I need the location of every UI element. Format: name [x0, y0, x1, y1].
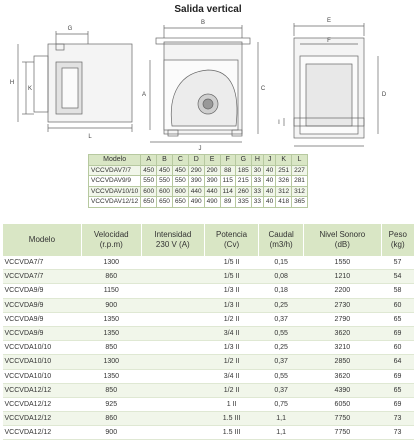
perf-cell — [141, 369, 204, 383]
dim-cell: 33 — [251, 197, 263, 208]
perf-cell: 1,1 — [259, 426, 304, 440]
dim-cell: 251 — [276, 165, 292, 176]
perf-cell: 1150 — [81, 284, 141, 298]
perf-cell: VCCVDA12/12 — [3, 397, 82, 411]
label-b: B — [200, 20, 206, 26]
perf-cell: VCCVDA12/12 — [3, 426, 82, 440]
technical-drawings — [0, 14, 416, 152]
perf-cell: 850 — [81, 383, 141, 397]
label-f: F — [327, 38, 331, 44]
section-title: Salida vertical — [174, 4, 242, 15]
label-a: A — [141, 92, 147, 98]
dim-cell: 490 — [204, 197, 220, 208]
perf-cell: VCCVDA9/9 — [3, 312, 82, 326]
perf-table-row — [3, 312, 415, 326]
top-view-drawing — [284, 23, 378, 146]
perf-cell: 3620 — [304, 369, 381, 383]
perf-cell: 1.5 III — [204, 426, 258, 440]
perf-cell: 0,55 — [259, 326, 304, 340]
perf-cell: VCCVDA10/10 — [3, 341, 82, 355]
label-j: J — [198, 146, 202, 152]
dim-cell: 335 — [235, 197, 251, 208]
perf-cell — [141, 256, 204, 270]
perf-cell: 1210 — [304, 270, 381, 284]
dim-header-cell: E — [204, 155, 220, 166]
perf-cell: 69 — [381, 369, 414, 383]
perf-cell: 900 — [81, 426, 141, 440]
perf-cell: 0,55 — [259, 369, 304, 383]
dim-cell: 650 — [141, 197, 157, 208]
perf-cell: 54 — [381, 270, 414, 284]
dim-cell: 40 — [263, 186, 275, 197]
perf-cell: 57 — [381, 256, 414, 270]
perf-cell: 3620 — [304, 326, 381, 340]
perf-cell: 1/3 II — [204, 284, 258, 298]
perf-cell: 3/4 II — [204, 326, 258, 340]
perf-cell: 60 — [381, 341, 414, 355]
perf-cell — [141, 341, 204, 355]
dim-cell: 440 — [188, 186, 204, 197]
perf-table-row — [3, 284, 415, 298]
dim-cell: VCCVDAV9/9 — [89, 176, 141, 187]
perf-header-text: (m3/h) — [269, 240, 293, 249]
perf-cell: 2730 — [304, 298, 381, 312]
dim-cell: 40 — [263, 165, 275, 176]
perf-cell: VCCVDA9/9 — [3, 284, 82, 298]
perf-header-cell — [204, 224, 258, 256]
perf-header-cell — [141, 224, 204, 256]
dim-header-cell: J — [263, 155, 275, 166]
perf-header-text: Peso — [388, 230, 407, 239]
dim-cell: 227 — [292, 165, 308, 176]
perf-cell — [141, 284, 204, 298]
dim-cell: 215 — [235, 176, 251, 187]
perf-cell: VCCVDA10/10 — [3, 369, 82, 383]
dim-cell: 89 — [220, 197, 235, 208]
dim-cell: 650 — [172, 197, 188, 208]
perf-cell: 64 — [381, 355, 414, 369]
dim-cell: 390 — [204, 176, 220, 187]
dim-cell: 450 — [141, 165, 157, 176]
perf-cell: 0,37 — [259, 312, 304, 326]
dim-cell: 88 — [220, 165, 235, 176]
perf-cell: 73 — [381, 426, 414, 440]
dim-cell: 600 — [157, 186, 173, 197]
perf-cell: 1.5 III — [204, 412, 258, 426]
front-view-drawing — [150, 25, 258, 142]
dim-cell: 490 — [188, 197, 204, 208]
perf-cell — [141, 298, 204, 312]
dim-cell: 290 — [188, 165, 204, 176]
perf-cell — [141, 312, 204, 326]
perf-cell: 860 — [81, 270, 141, 284]
perf-cell: 0,37 — [259, 383, 304, 397]
perf-cell: 1,1 — [259, 412, 304, 426]
dim-header-cell: D — [188, 155, 204, 166]
dim-header-cell: G — [235, 155, 251, 166]
label-e: E — [326, 18, 332, 24]
perf-cell — [141, 326, 204, 340]
dim-header-cell: Modelo — [89, 155, 141, 166]
perf-cell: 1350 — [81, 312, 141, 326]
perf-cell: 1/2 II — [204, 383, 258, 397]
perf-cell: 0,37 — [259, 355, 304, 369]
perf-header-text: (dB) — [334, 240, 350, 249]
perf-cell: 65 — [381, 312, 414, 326]
perf-cell — [141, 397, 204, 411]
perf-cell: 2850 — [304, 355, 381, 369]
perf-cell: VCCVDA9/9 — [3, 298, 82, 312]
perf-cell: 2790 — [304, 312, 381, 326]
performance-table — [2, 224, 414, 440]
dim-cell: 418 — [276, 197, 292, 208]
perf-cell: 925 — [81, 397, 141, 411]
dim-header-cell: L — [292, 155, 308, 166]
perf-table-row — [3, 270, 415, 284]
dim-cell: 600 — [141, 186, 157, 197]
perf-cell: 860 — [81, 412, 141, 426]
dim-cell: 365 — [292, 197, 308, 208]
perf-cell: VCCVDA12/12 — [3, 412, 82, 426]
perf-header-text: Intensidad — [154, 230, 192, 239]
perf-cell — [141, 383, 204, 397]
perf-cell — [141, 426, 204, 440]
perf-header-cell — [259, 224, 304, 256]
perf-cell: 0,15 — [259, 256, 304, 270]
dim-cell: 40 — [263, 197, 275, 208]
dim-header-cell: K — [276, 155, 292, 166]
perf-cell: VCCVDA12/12 — [3, 383, 82, 397]
dim-header-cell: H — [251, 155, 263, 166]
dim-header-cell: C — [172, 155, 188, 166]
perf-table-row — [3, 397, 415, 411]
perf-cell: 73 — [381, 412, 414, 426]
label-l: L — [88, 134, 92, 140]
perf-cell: 1/3 II — [204, 341, 258, 355]
label-h: H — [9, 80, 15, 86]
perf-cell: 60 — [381, 298, 414, 312]
dim-cell: 440 — [204, 186, 220, 197]
perf-cell: 65 — [381, 383, 414, 397]
perf-header-text: Modelo — [28, 235, 56, 244]
dim-cell: 290 — [204, 165, 220, 176]
perf-cell: 3210 — [304, 341, 381, 355]
perf-table-row — [3, 326, 415, 340]
dim-cell: 312 — [276, 186, 292, 197]
perf-cell: 1/5 II — [204, 270, 258, 284]
perf-cell: 1300 — [81, 256, 141, 270]
perf-cell: 0,18 — [259, 284, 304, 298]
perf-cell: 1/5 II — [204, 256, 258, 270]
dim-cell: 281 — [292, 176, 308, 187]
label-g: G — [67, 26, 73, 32]
dim-cell: 550 — [141, 176, 157, 187]
dim-table-row — [89, 197, 308, 208]
perf-cell: VCCVDA7/7 — [3, 256, 82, 270]
perf-header-text: Potencia — [215, 230, 248, 239]
label-c: C — [260, 86, 266, 92]
side-view-drawing — [18, 31, 132, 132]
perf-cell — [141, 270, 204, 284]
dim-cell: 260 — [235, 186, 251, 197]
perf-cell: 0,25 — [259, 298, 304, 312]
perf-table-row — [3, 412, 415, 426]
dim-header-cell: B — [157, 155, 173, 166]
perf-cell: 900 — [81, 298, 141, 312]
perf-cell: VCCVDA7/7 — [3, 270, 82, 284]
perf-cell: 1/3 II — [204, 298, 258, 312]
perf-table-row — [3, 383, 415, 397]
perf-header-text: (r.p.m) — [99, 240, 123, 249]
perf-cell: 3/4 II — [204, 369, 258, 383]
perf-cell: 4390 — [304, 383, 381, 397]
dim-cell: VCCVDAV12/12 — [89, 197, 141, 208]
perf-cell — [141, 355, 204, 369]
perf-header-cell — [81, 224, 141, 256]
dim-cell: 450 — [157, 165, 173, 176]
perf-table-row — [3, 369, 415, 383]
label-k: K — [27, 86, 33, 92]
dim-cell: 30 — [251, 165, 263, 176]
perf-cell: 7750 — [304, 412, 381, 426]
perf-cell: 1350 — [81, 369, 141, 383]
dim-cell: 326 — [276, 176, 292, 187]
dim-cell: 550 — [157, 176, 173, 187]
perf-cell: 69 — [381, 397, 414, 411]
perf-cell: 58 — [381, 284, 414, 298]
perf-header-cell — [304, 224, 381, 256]
dim-cell: 115 — [220, 176, 235, 187]
dim-cell: 114 — [220, 186, 235, 197]
dim-cell: 600 — [172, 186, 188, 197]
dim-table-row — [89, 186, 308, 197]
dim-cell: VCCVDAV10/10 — [89, 186, 141, 197]
dim-header-cell: F — [220, 155, 235, 166]
perf-header-cell — [381, 224, 414, 256]
dim-cell: 185 — [235, 165, 251, 176]
perf-cell: 0,08 — [259, 270, 304, 284]
dim-cell: 33 — [251, 176, 263, 187]
dim-cell: 550 — [172, 176, 188, 187]
perf-cell: 1550 — [304, 256, 381, 270]
dim-cell: VCCVDAV7/7 — [89, 165, 141, 176]
perf-cell: 1 II — [204, 397, 258, 411]
perf-cell: 69 — [381, 326, 414, 340]
perf-table-row — [3, 355, 415, 369]
dim-table-row — [89, 165, 308, 176]
perf-header-text: (kg) — [390, 240, 405, 249]
dim-header-cell: A — [141, 155, 157, 166]
perf-cell: 0,25 — [259, 341, 304, 355]
dim-cell: 650 — [157, 197, 173, 208]
perf-table-row — [3, 256, 415, 270]
perf-cell: 1/2 II — [204, 355, 258, 369]
perf-cell: 850 — [81, 341, 141, 355]
dim-cell: 450 — [172, 165, 188, 176]
dim-cell: 40 — [263, 176, 275, 187]
dim-table-row — [89, 176, 308, 187]
perf-cell: 7750 — [304, 426, 381, 440]
perf-table-row — [3, 426, 415, 440]
perf-cell: 2200 — [304, 284, 381, 298]
perf-header-text: 230 V (A) — [155, 240, 190, 249]
dim-cell: 312 — [292, 186, 308, 197]
perf-cell: VCCVDA9/9 — [3, 326, 82, 340]
perf-cell: 1350 — [81, 326, 141, 340]
dim-cell: 390 — [188, 176, 204, 187]
perf-cell: 6050 — [304, 397, 381, 411]
perf-cell: 0,75 — [259, 397, 304, 411]
label-i: I — [278, 120, 280, 126]
perf-header-text: Velocidad — [93, 230, 129, 239]
dim-cell: 33 — [251, 186, 263, 197]
perf-cell: 1/2 II — [204, 312, 258, 326]
perf-header-text: Nivel Sonoro — [319, 230, 366, 239]
perf-table-row — [3, 298, 415, 312]
label-d: D — [381, 92, 387, 98]
perf-header-text: (Cv) — [224, 240, 240, 249]
perf-table-row — [3, 341, 415, 355]
perf-cell: VCCVDA10/10 — [3, 355, 82, 369]
perf-header-text: Caudal — [268, 230, 294, 239]
perf-header-cell — [3, 224, 82, 256]
perf-cell: 1300 — [81, 355, 141, 369]
perf-cell — [141, 412, 204, 426]
dimensions-table — [88, 154, 308, 208]
